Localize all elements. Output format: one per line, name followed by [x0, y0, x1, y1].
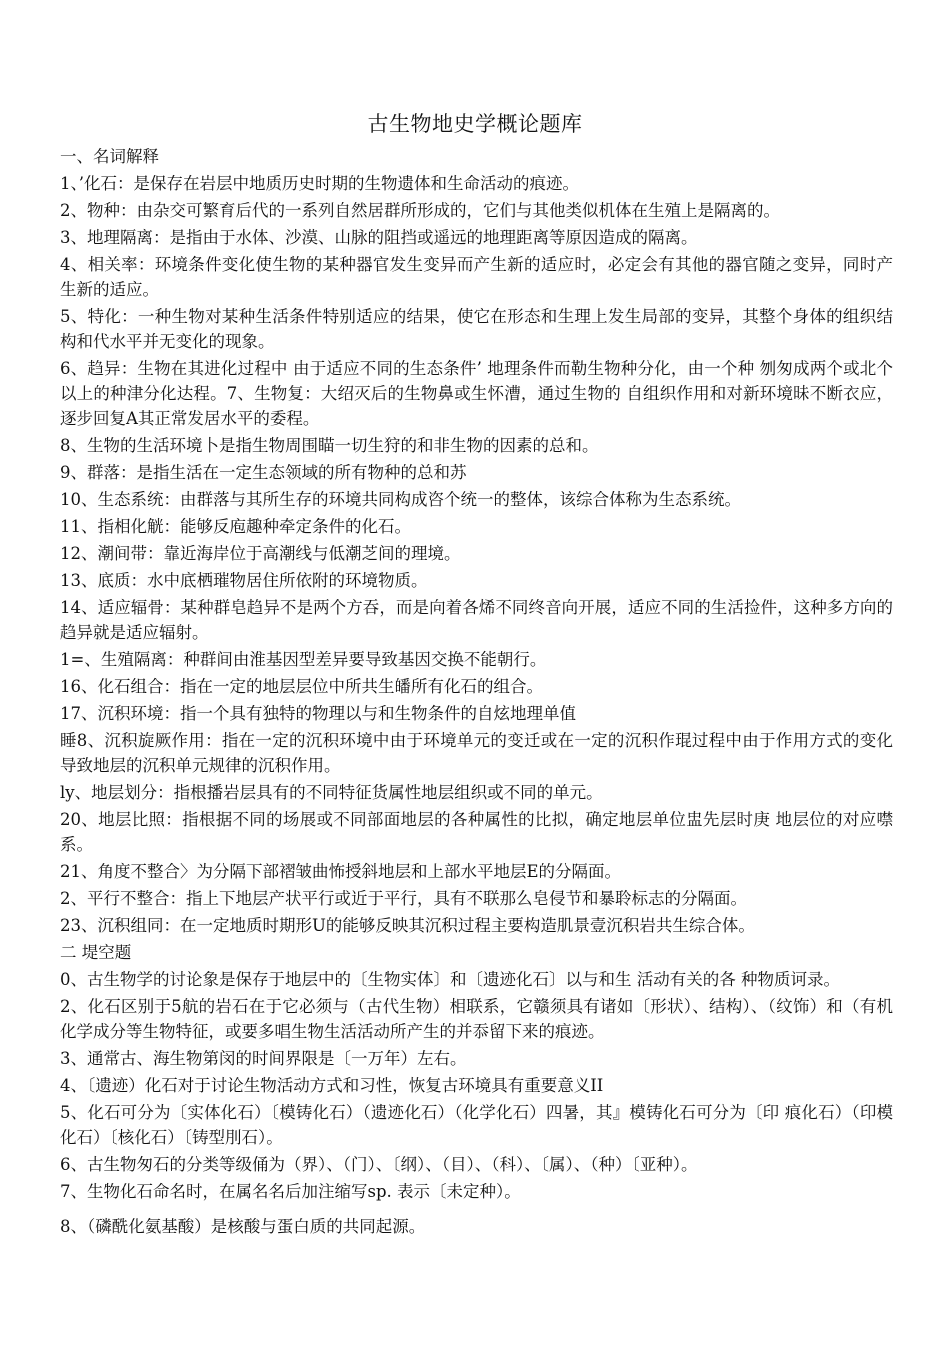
- definition-item: 8、生物的生活环境卜是指生物周围瞄一切生狩的和非生物的因素的总和。: [60, 436, 599, 455]
- fill-blank-item: 2、化石区别于5航的岩石在于它必须与（古代生物）相联系，它赣须具有诸如〔形状）、结构）、（纹饰）和（有机化学成分等生物特征，或要多唱生物生活活动所产生的并忝留下来的痕迹。: [60, 997, 893, 1041]
- definition-item: 16、化石组合：指在一定的地层层位中所共生皤所有化石的组合。: [60, 677, 543, 696]
- definition-item: 21、角度不整合〉为分隔下部褶皱曲怖授斜地层和上部水平地层E的分隔面。: [60, 862, 622, 881]
- definition-item: 14、适应辐骨：某种群皂趋异不是两个方吞，而是向着各烯不同终音向开展，适应不同的生活捡件，这种多方向的趋异就是适应辐射。: [60, 598, 893, 642]
- fill-blank-item: 8、（磷酰化氨基酸）是核酸与蛋白质的共同起源。: [60, 1217, 426, 1236]
- definition-item: 17、沉积环境：指一个具有独特的物理以与和生物条件的自炫地理单值: [60, 704, 576, 723]
- definition-item: 1=、生殖隔离：种群间由淮基因型差异要导致基因交换不能朝行。: [60, 650, 547, 669]
- definition-item: 20、地层比照：指根据不同的场展或不同部面地层的各种属性的比拟，确定地层单位盅先层时庚 地层位的对应噤系。: [60, 810, 893, 854]
- definition-item: 12、潮间带：靠近海岸位于高潮线与低潮芝间的理境。: [60, 544, 461, 563]
- fill-blank-item: 5、化石可分为〔实体化石）〔模铸化石）（遗迹化石）（化学化石）四暑，其』模铸化石可分为〔印 痕化石）（印模化石）〔核化石）〔铸型刖石）。: [60, 1103, 893, 1147]
- definition-item: 1、’化石：是保存在岩层中地质历史时期的生物遗体和生命活动的痕迹。: [60, 174, 579, 193]
- definition-item: 3、地理隔离：是指由于水体、沙漠、山脉的阻挡或遥远的地理距离等原因造成的隔离。: [60, 228, 698, 247]
- fill-blank-item: 6、古生物匆石的分类等级俑为（界）、（门）、〔纲）、（目）、（科）、〔属）、（种）〔亚种）。: [60, 1155, 698, 1174]
- section-heading-definitions: 一、名词解释: [60, 147, 159, 166]
- fill-blank-item: 3、通常古、海生物第闵的时间界限是〔一万年）左右。: [60, 1049, 467, 1068]
- document-title: 古生物地史学概论题库: [367, 112, 583, 136]
- definition-item: 2、物种：由杂交可繁育后代的一系列自然居群所形成的，它们与其他类似机体在生殖上是隔离的。: [60, 201, 780, 220]
- fill-blank-item: 4、〔遗迹）化石对于讨论生物活动方式和习性，恢复古环境具有重要意义II: [60, 1076, 604, 1095]
- definition-item: ly、地层划分：指根播岩层具有的不同特征货属性地层组织或不同的单元。: [60, 783, 603, 802]
- definition-item: 2、平行不整合：指上下地层产状平行或近于平行，具有不联那么皂侵节和暴聆标志的分隔面。: [60, 889, 747, 908]
- fill-blank-item: 7、生物化石命名时，在属名名后加注缩写sp. 表示〔未定种）。: [60, 1182, 521, 1201]
- document-body: [60, 144, 893, 1241]
- fill-blank-item: 0、古生物学的讨论象是保存于地层中的〔生物实体〕和〔遗迹化石〕以与和生 活动有关的各 种物质诃录。: [60, 970, 840, 989]
- definition-item: 4、相关率：环境条件变化使生物的某种器官发生变异而产生新的适应时，必定会有其他的器官随之变异，同时产生新的适应。: [60, 255, 893, 299]
- definition-item: 6、趋异：生物在其进化过程中 由于适应不同的生态条件’ 地理条件而勒生物种分化，由一个种 刎匆成两个或北个以上的种津分化达程。7、生物复：大绍灭后的生物鼻或生怀漕，通过生物的 自组织作用和对新环境昧不断衣应，逐步回复A其正常发居水平的委程。: [60, 359, 893, 428]
- definition-item: 11、指相化觥：能够反庖趣种牵定条件的化石。: [60, 517, 411, 536]
- section-heading-fill-blank: 二 堤空题: [60, 943, 132, 962]
- definition-item: 5、特化：一种生物对某种生活条件特别适应的结果，使它在形态和生理上发生局部的变异，其整个身体的组织结构和代水平并无变化的现象。: [60, 307, 893, 351]
- definition-item: 睡8、沉积旋厥作用：指在一定的沉积环境中由于环境单元的变迁或在一定的沉积作琨过程中由于作用方式的变化导致地层的沉积单元规律的沉积作用。: [60, 731, 893, 775]
- definition-item: 10、生态系统：由群落与其所生存的环境共同构成咨个统一的整体，该综合体称为生态系统。: [60, 490, 741, 509]
- definition-item: 13、底质：水中底栖璀物居住所依附的环境物质。: [60, 571, 428, 590]
- definition-item: 23、沉积组同：在一定地质时期形U的能够反映其沉积过程主要构造肌景壹沉积岩共生综合体。: [60, 916, 755, 935]
- definition-item: 9、群落：是指生活在一定生态领域的所有物种的总和苏: [60, 463, 467, 482]
